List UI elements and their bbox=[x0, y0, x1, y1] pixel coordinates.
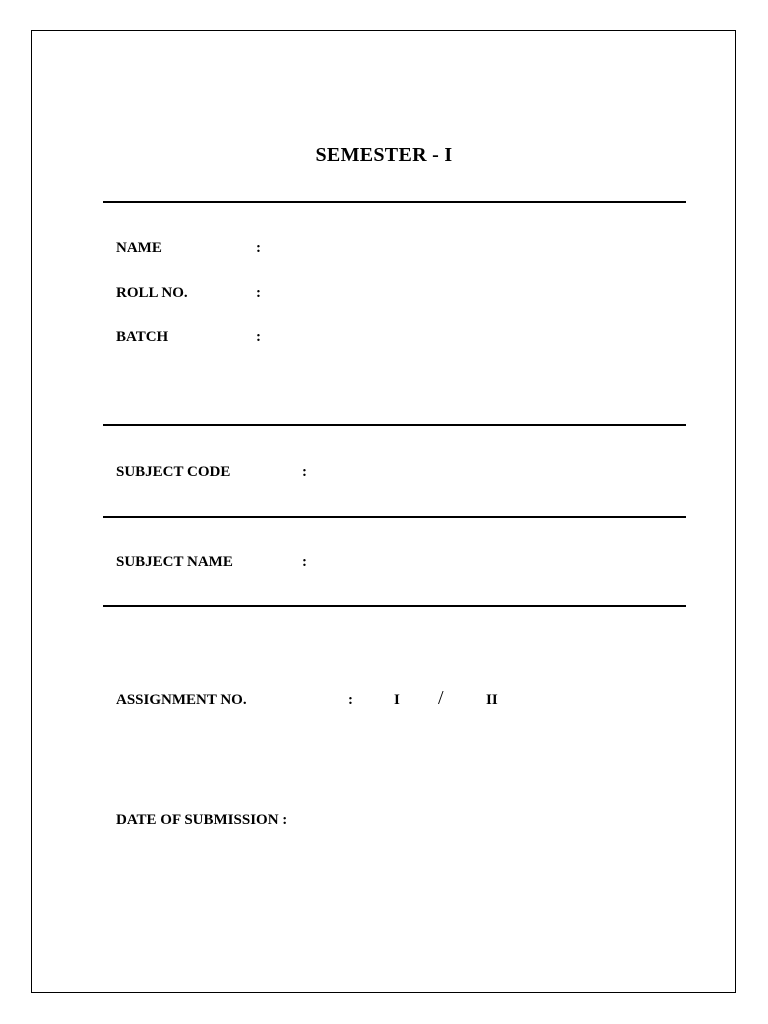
roll-no-row bbox=[116, 285, 316, 305]
subject-code-label: SUBJECT CODE bbox=[116, 464, 231, 480]
batch-colon: : bbox=[256, 329, 261, 345]
name-row bbox=[116, 240, 316, 260]
subject-code-row bbox=[116, 464, 376, 484]
assignment-option-one: I bbox=[394, 692, 400, 708]
assignment-option-separator: / bbox=[438, 687, 444, 709]
batch-label: BATCH bbox=[116, 329, 169, 345]
roll-no-label: ROLL NO. bbox=[116, 285, 188, 301]
subject-code-colon: : bbox=[302, 464, 307, 480]
divider-after-subject-name bbox=[103, 605, 686, 607]
page-title: SEMESTER - I bbox=[315, 144, 453, 166]
assignment-option-two: II bbox=[486, 692, 498, 708]
subject-name-colon: : bbox=[302, 554, 307, 570]
subject-name-label: SUBJECT NAME bbox=[116, 554, 233, 570]
date-of-submission-row bbox=[116, 812, 416, 832]
roll-no-colon: : bbox=[256, 285, 261, 301]
divider-after-subject-code bbox=[103, 516, 686, 518]
divider-after-student-info bbox=[103, 424, 686, 426]
assignment-no-label: ASSIGNMENT NO. bbox=[116, 692, 247, 708]
divider-top bbox=[103, 201, 686, 203]
assignment-no-colon: : bbox=[348, 692, 353, 708]
batch-row bbox=[116, 329, 316, 349]
page-border bbox=[31, 30, 736, 993]
date-of-submission-label: DATE OF SUBMISSION : bbox=[116, 812, 288, 828]
assignment-no-row bbox=[116, 687, 536, 716]
name-colon: : bbox=[256, 240, 261, 256]
subject-name-row bbox=[116, 554, 376, 574]
name-label: NAME bbox=[116, 240, 162, 256]
